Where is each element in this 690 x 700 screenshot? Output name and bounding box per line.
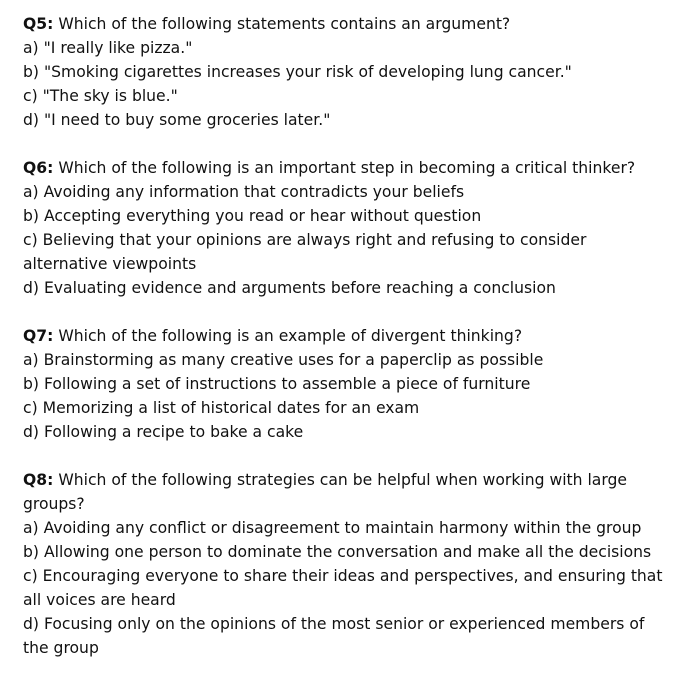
answer-option-a: a) "I really like pizza." <box>23 39 193 57</box>
question-text: Which of the following is an important step in becoming a critical thinker? <box>58 159 636 177</box>
answer-option-c: c) Memorizing a list of historical dates for an exam <box>23 399 420 417</box>
answer-option-b: b) "Smoking cigarettes increases your risk of developing lung cancer." <box>23 63 572 81</box>
question-q5 <box>23 12 673 132</box>
answer-option-d: d) Following a recipe to bake a cake <box>23 423 304 441</box>
answer-option-a: a) Avoiding any conflict or disagreement to maintain harmony within the group <box>23 519 642 537</box>
question-text: Which of the following strategies can be helpful when working with large groups? <box>23 471 627 513</box>
question-number: Q8: <box>23 471 54 489</box>
quiz-document <box>23 12 673 684</box>
question-q6 <box>23 156 673 300</box>
question-number: Q7: <box>23 327 54 345</box>
answer-option-a: a) Brainstorming as many creative uses for a paperclip as possible <box>23 351 544 369</box>
answer-option-c: c) Encouraging everyone to share their ideas and perspectives, and ensuring that all voices are heard <box>23 567 663 609</box>
answer-option-d: d) Focusing only on the opinions of the most senior or experienced members of the group <box>23 615 645 657</box>
question-q7 <box>23 324 673 444</box>
answer-option-a: a) Avoiding any information that contradicts your beliefs <box>23 183 465 201</box>
answer-option-c: c) "The sky is blue." <box>23 87 178 105</box>
answer-option-b: b) Allowing one person to dominate the conversation and make all the decisions <box>23 543 652 561</box>
question-stem <box>23 156 673 180</box>
question-number: Q6: <box>23 159 54 177</box>
question-stem <box>23 12 673 36</box>
question-number: Q5: <box>23 15 54 33</box>
answer-option-d: d) Evaluating evidence and arguments before reaching a conclusion <box>23 279 556 297</box>
question-stem <box>23 324 673 348</box>
question-q8 <box>23 468 673 660</box>
answer-option-b: b) Following a set of instructions to assemble a piece of furniture <box>23 375 531 393</box>
question-stem <box>23 468 673 516</box>
question-text: Which of the following statements contains an argument? <box>58 15 511 33</box>
answer-option-d: d) "I need to buy some groceries later." <box>23 111 331 129</box>
answer-option-c: c) Believing that your opinions are always right and refusing to consider alternative viewpoints <box>23 231 587 273</box>
answer-option-b: b) Accepting everything you read or hear without question <box>23 207 482 225</box>
question-text: Which of the following is an example of divergent thinking? <box>58 327 523 345</box>
